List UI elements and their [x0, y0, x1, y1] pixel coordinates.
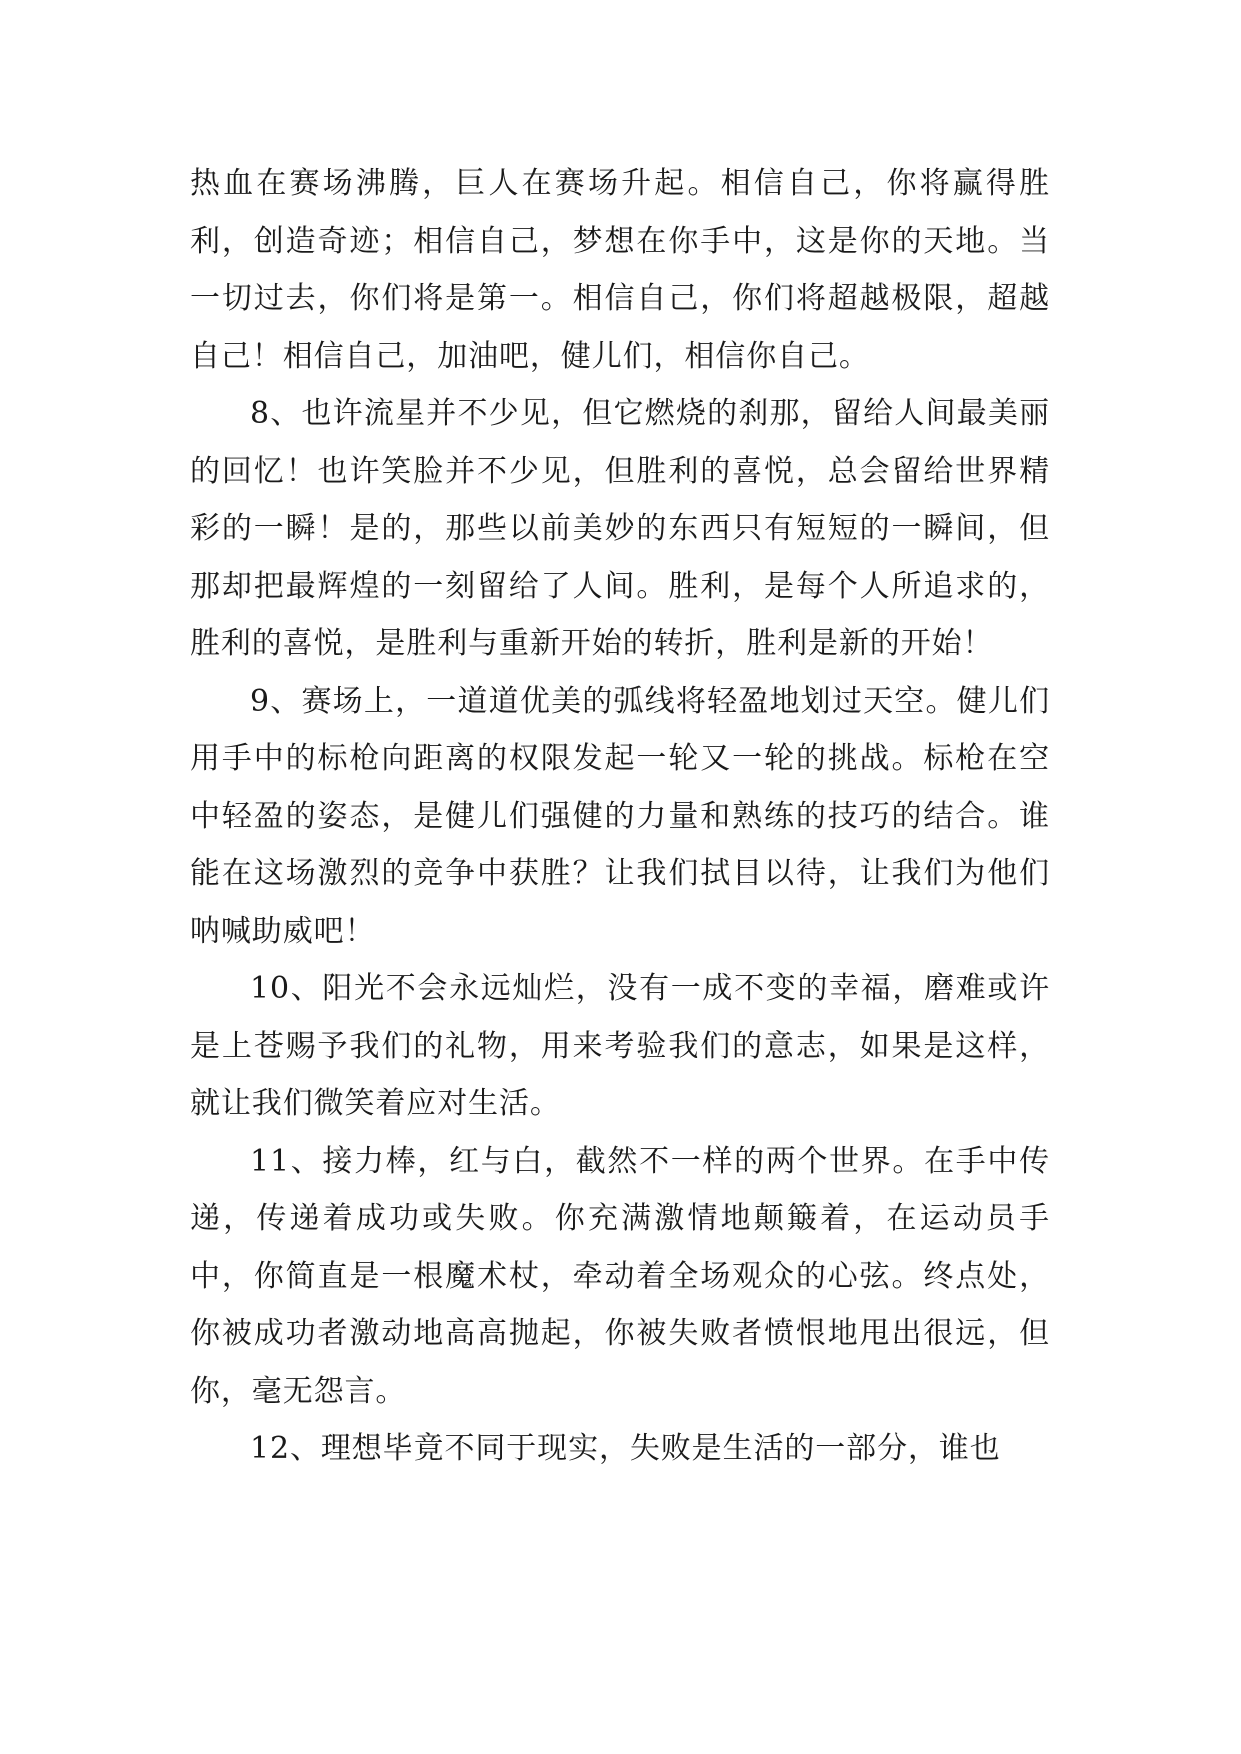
paragraph-8: 8、也许流星并不少见，但它燃烧的刹那，留给人间最美丽的回忆！也许笑脸并不少见，但胜利的喜悦，总会留给世界精彩的一瞬！是的，那些以前美妙的东西只有短短的一瞬间，但那却把最辉煌的一刻留给了人间。胜利，是每个人所追求的，胜利的喜悦，是胜利与重新开始的转折，胜利是新的开始！ [190, 396, 1050, 661]
paragraph-11: 11、接力棒，红与白，截然不一样的两个世界。在手中传递，传递着成功或失败。你充满激情地颠簸着，在运动员手中，你简直是一根魔术杖，牵动着全场观众的心弦。终点处，你被成功者激动地高高抛起，你被失败者愤恨地甩出很远，但你，毫无怨言。 [190, 1143, 1050, 1409]
paragraph-9: 9、赛场上，一道道优美的弧线将轻盈地划过天空。健儿们用手中的标枪向距离的权限发起一轮又一轮的挑战。标枪在空中轻盈的姿态，是健儿们强健的力量和熟练的技巧的结合。谁能在这场激烈的竞争中获胜？让我们拭目以待，让我们为他们呐喊助威吧！ [190, 683, 1050, 949]
paragraph-1: 热血在赛场沸腾，巨人在赛场升起。相信自己，你将赢得胜利，创造奇迹；相信自己，梦想在你手中，这是你的天地。当一切过去，你们将是第一。相信自己，你们将超越极限，超越自己！相信自己，加油吧，健儿们，相信你自己。 [190, 166, 1050, 374]
document-body [190, 155, 1050, 1478]
paragraph-12: 12、理想毕竟不同于现实，失败是生活的一部分，谁也 [250, 1431, 1001, 1466]
paragraph-10: 10、阳光不会永远灿烂，没有一成不变的幸福，磨难或许是上苍赐予我们的礼物，用来考验我们的意志，如果是这样，就让我们微笑着应对生活。 [190, 971, 1050, 1121]
